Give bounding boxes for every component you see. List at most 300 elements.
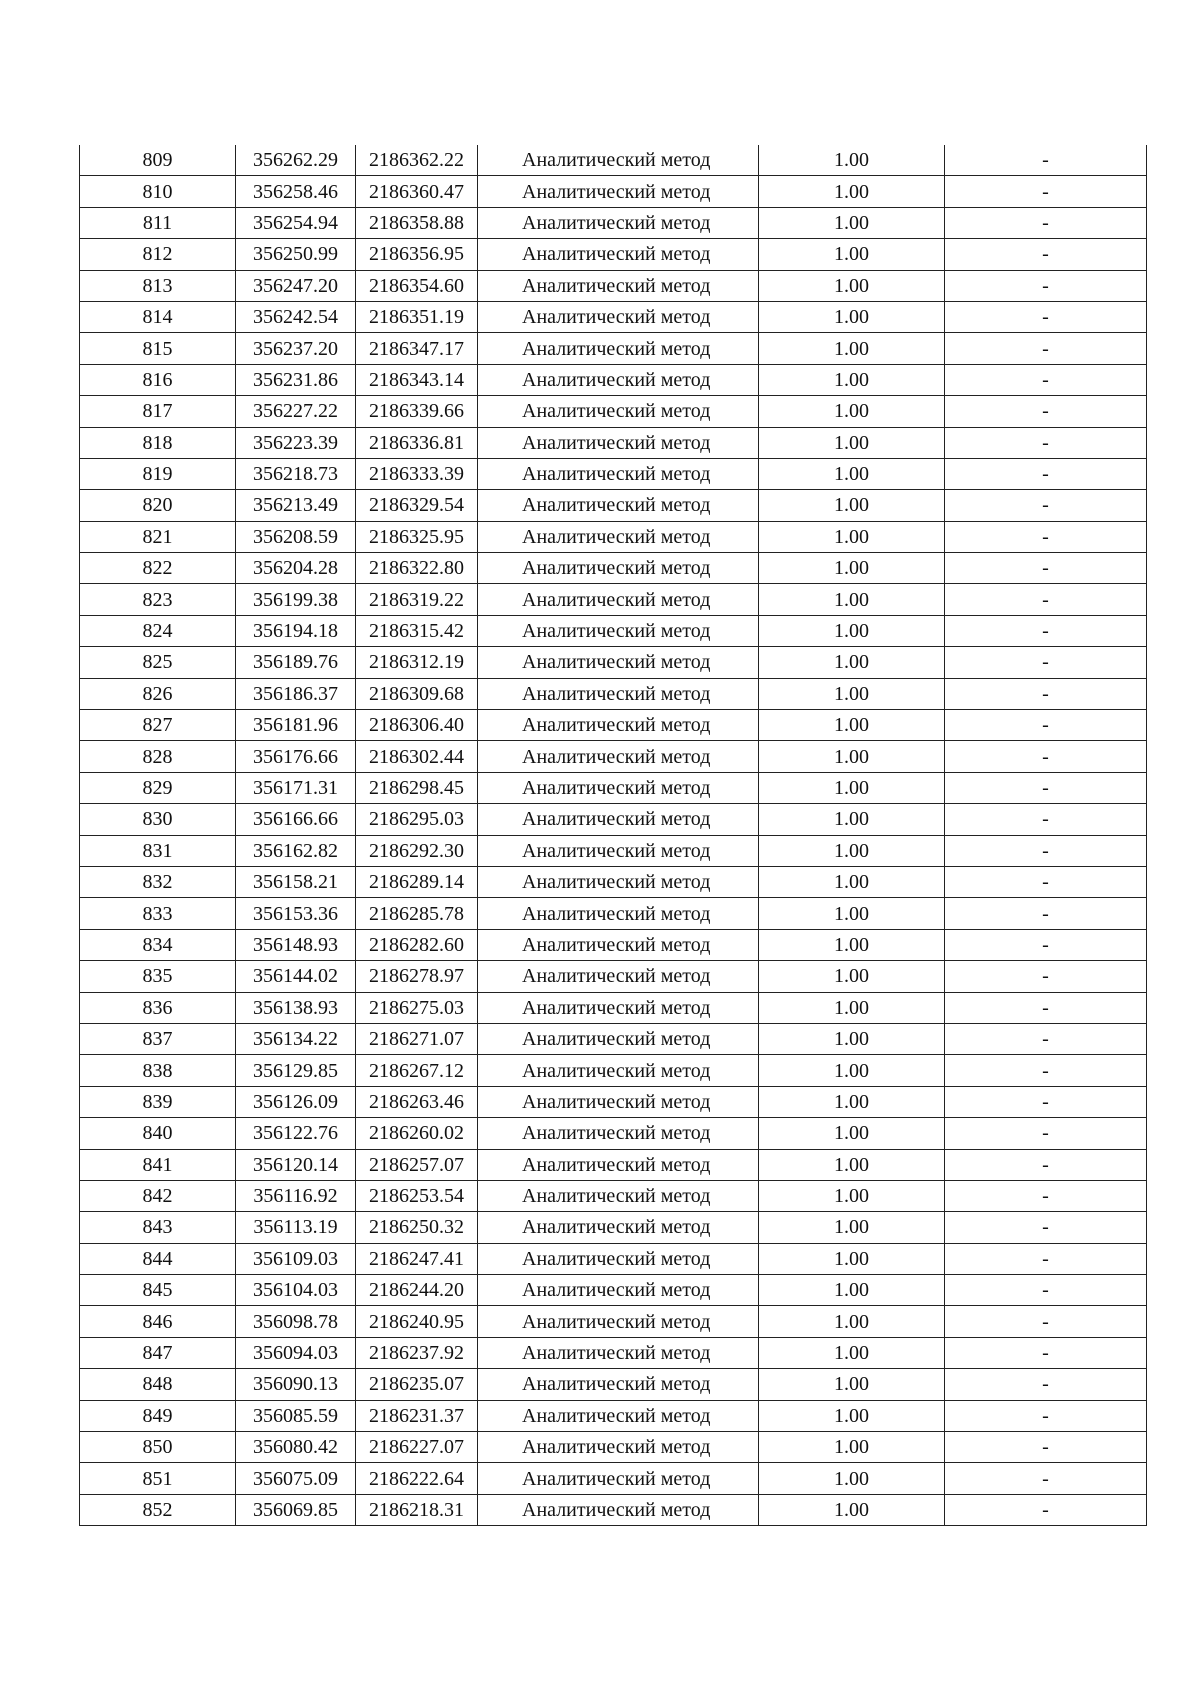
accuracy-cell: 1.00 — [759, 1369, 945, 1400]
note-cell: - — [945, 992, 1147, 1023]
x-coordinate-cell: 356134.22 — [236, 1023, 356, 1054]
x-coordinate-cell: 356242.54 — [236, 301, 356, 332]
accuracy-cell: 1.00 — [759, 961, 945, 992]
table-row — [80, 521, 1147, 552]
point-number-cell: 832 — [80, 866, 236, 897]
point-number-cell: 847 — [80, 1337, 236, 1368]
x-coordinate-cell: 356227.22 — [236, 396, 356, 427]
table-row — [80, 1494, 1147, 1525]
note-cell: - — [945, 207, 1147, 238]
x-coordinate-cell: 356258.46 — [236, 176, 356, 207]
determination-method-cell: Аналитический метод — [478, 364, 759, 395]
y-coordinate-cell: 2186227.07 — [356, 1432, 478, 1463]
table-row — [80, 1243, 1147, 1274]
table-row — [80, 301, 1147, 332]
point-number-cell: 846 — [80, 1306, 236, 1337]
accuracy-cell: 1.00 — [759, 1337, 945, 1368]
note-cell: - — [945, 1463, 1147, 1494]
y-coordinate-cell: 2186329.54 — [356, 490, 478, 521]
x-coordinate-cell: 356148.93 — [236, 929, 356, 960]
x-coordinate-cell: 356144.02 — [236, 961, 356, 992]
note-cell: - — [945, 364, 1147, 395]
y-coordinate-cell: 2186315.42 — [356, 615, 478, 646]
y-coordinate-cell: 2186319.22 — [356, 584, 478, 615]
note-cell: - — [945, 1055, 1147, 1086]
point-number-cell: 826 — [80, 678, 236, 709]
y-coordinate-cell: 2186271.07 — [356, 1023, 478, 1054]
table-row — [80, 207, 1147, 238]
determination-method-cell: Аналитический метод — [478, 961, 759, 992]
determination-method-cell: Аналитический метод — [478, 1306, 759, 1337]
table-row — [80, 866, 1147, 897]
determination-method-cell: Аналитический метод — [478, 1432, 759, 1463]
table-row — [80, 1055, 1147, 1086]
point-number-cell: 848 — [80, 1369, 236, 1400]
accuracy-cell: 1.00 — [759, 1432, 945, 1463]
determination-method-cell: Аналитический метод — [478, 239, 759, 270]
accuracy-cell: 1.00 — [759, 1118, 945, 1149]
accuracy-cell: 1.00 — [759, 521, 945, 552]
note-cell: - — [945, 898, 1147, 929]
note-cell: - — [945, 678, 1147, 709]
x-coordinate-cell: 356166.66 — [236, 804, 356, 835]
point-number-cell: 822 — [80, 553, 236, 584]
determination-method-cell: Аналитический метод — [478, 584, 759, 615]
point-number-cell: 819 — [80, 458, 236, 489]
x-coordinate-cell: 356189.76 — [236, 647, 356, 678]
note-cell: - — [945, 490, 1147, 521]
x-coordinate-cell: 356113.19 — [236, 1212, 356, 1243]
note-cell: - — [945, 301, 1147, 332]
point-number-cell: 833 — [80, 898, 236, 929]
note-cell: - — [945, 1212, 1147, 1243]
y-coordinate-cell: 2186325.95 — [356, 521, 478, 552]
x-coordinate-cell: 356171.31 — [236, 772, 356, 803]
point-number-cell: 830 — [80, 804, 236, 835]
y-coordinate-cell: 2186343.14 — [356, 364, 478, 395]
x-coordinate-cell: 356194.18 — [236, 615, 356, 646]
note-cell: - — [945, 615, 1147, 646]
point-number-cell: 813 — [80, 270, 236, 301]
note-cell: - — [945, 427, 1147, 458]
point-number-cell: 827 — [80, 710, 236, 741]
point-number-cell: 821 — [80, 521, 236, 552]
determination-method-cell: Аналитический метод — [478, 647, 759, 678]
y-coordinate-cell: 2186250.32 — [356, 1212, 478, 1243]
note-cell: - — [945, 710, 1147, 741]
y-coordinate-cell: 2186218.31 — [356, 1494, 478, 1525]
note-cell: - — [945, 929, 1147, 960]
table-row — [80, 270, 1147, 301]
determination-method-cell: Аналитический метод — [478, 553, 759, 584]
y-coordinate-cell: 2186222.64 — [356, 1463, 478, 1494]
accuracy-cell: 1.00 — [759, 239, 945, 270]
determination-method-cell: Аналитический метод — [478, 992, 759, 1023]
y-coordinate-cell: 2186275.03 — [356, 992, 478, 1023]
table-row — [80, 772, 1147, 803]
note-cell: - — [945, 961, 1147, 992]
y-coordinate-cell: 2186267.12 — [356, 1055, 478, 1086]
note-cell: - — [945, 1432, 1147, 1463]
point-number-cell: 839 — [80, 1086, 236, 1117]
y-coordinate-cell: 2186306.40 — [356, 710, 478, 741]
determination-method-cell: Аналитический метод — [478, 333, 759, 364]
table-row — [80, 1023, 1147, 1054]
accuracy-cell: 1.00 — [759, 333, 945, 364]
point-number-cell: 851 — [80, 1463, 236, 1494]
table-row — [80, 898, 1147, 929]
table-row — [80, 176, 1147, 207]
x-coordinate-cell: 356262.29 — [236, 145, 356, 176]
note-cell: - — [945, 145, 1147, 176]
note-cell: - — [945, 1275, 1147, 1306]
table-row — [80, 1212, 1147, 1243]
y-coordinate-cell: 2186362.22 — [356, 145, 478, 176]
determination-method-cell: Аналитический метод — [478, 1463, 759, 1494]
x-coordinate-cell: 356250.99 — [236, 239, 356, 270]
x-coordinate-cell: 356109.03 — [236, 1243, 356, 1274]
accuracy-cell: 1.00 — [759, 929, 945, 960]
accuracy-cell: 1.00 — [759, 207, 945, 238]
y-coordinate-cell: 2186309.68 — [356, 678, 478, 709]
x-coordinate-cell: 356213.49 — [236, 490, 356, 521]
x-coordinate-cell: 356104.03 — [236, 1275, 356, 1306]
y-coordinate-cell: 2186298.45 — [356, 772, 478, 803]
accuracy-cell: 1.00 — [759, 1463, 945, 1494]
x-coordinate-cell: 356075.09 — [236, 1463, 356, 1494]
accuracy-cell: 1.00 — [759, 427, 945, 458]
note-cell: - — [945, 1337, 1147, 1368]
y-coordinate-cell: 2186336.81 — [356, 427, 478, 458]
determination-method-cell: Аналитический метод — [478, 490, 759, 521]
point-number-cell: 834 — [80, 929, 236, 960]
note-cell: - — [945, 1400, 1147, 1431]
y-coordinate-cell: 2186351.19 — [356, 301, 478, 332]
note-cell: - — [945, 1306, 1147, 1337]
point-number-cell: 844 — [80, 1243, 236, 1274]
point-number-cell: 810 — [80, 176, 236, 207]
accuracy-cell: 1.00 — [759, 490, 945, 521]
coordinates-table — [79, 145, 1147, 1526]
accuracy-cell: 1.00 — [759, 710, 945, 741]
note-cell: - — [945, 1086, 1147, 1117]
point-number-cell: 843 — [80, 1212, 236, 1243]
accuracy-cell: 1.00 — [759, 741, 945, 772]
accuracy-cell: 1.00 — [759, 772, 945, 803]
point-number-cell: 842 — [80, 1180, 236, 1211]
y-coordinate-cell: 2186257.07 — [356, 1149, 478, 1180]
determination-method-cell: Аналитический метод — [478, 1055, 759, 1086]
table-row — [80, 145, 1147, 176]
accuracy-cell: 1.00 — [759, 1243, 945, 1274]
point-number-cell: 831 — [80, 835, 236, 866]
point-number-cell: 841 — [80, 1149, 236, 1180]
table-row — [80, 804, 1147, 835]
accuracy-cell: 1.00 — [759, 301, 945, 332]
y-coordinate-cell: 2186285.78 — [356, 898, 478, 929]
accuracy-cell: 1.00 — [759, 835, 945, 866]
note-cell: - — [945, 239, 1147, 270]
accuracy-cell: 1.00 — [759, 1212, 945, 1243]
determination-method-cell: Аналитический метод — [478, 1369, 759, 1400]
point-number-cell: 823 — [80, 584, 236, 615]
determination-method-cell: Аналитический метод — [478, 804, 759, 835]
x-coordinate-cell: 356181.96 — [236, 710, 356, 741]
table-row — [80, 553, 1147, 584]
point-number-cell: 811 — [80, 207, 236, 238]
note-cell: - — [945, 521, 1147, 552]
determination-method-cell: Аналитический метод — [478, 301, 759, 332]
table-row — [80, 1118, 1147, 1149]
x-coordinate-cell: 356199.38 — [236, 584, 356, 615]
table-row — [80, 992, 1147, 1023]
note-cell: - — [945, 1180, 1147, 1211]
y-coordinate-cell: 2186292.30 — [356, 835, 478, 866]
accuracy-cell: 1.00 — [759, 678, 945, 709]
y-coordinate-cell: 2186260.02 — [356, 1118, 478, 1149]
note-cell: - — [945, 176, 1147, 207]
determination-method-cell: Аналитический метод — [478, 929, 759, 960]
determination-method-cell: Аналитический метод — [478, 1023, 759, 1054]
point-number-cell: 812 — [80, 239, 236, 270]
y-coordinate-cell: 2186231.37 — [356, 1400, 478, 1431]
determination-method-cell: Аналитический метод — [478, 396, 759, 427]
accuracy-cell: 1.00 — [759, 1180, 945, 1211]
determination-method-cell: Аналитический метод — [478, 521, 759, 552]
y-coordinate-cell: 2186237.92 — [356, 1337, 478, 1368]
note-cell: - — [945, 1494, 1147, 1525]
table-row — [80, 1337, 1147, 1368]
accuracy-cell: 1.00 — [759, 396, 945, 427]
accuracy-cell: 1.00 — [759, 1306, 945, 1337]
x-coordinate-cell: 356176.66 — [236, 741, 356, 772]
accuracy-cell: 1.00 — [759, 176, 945, 207]
point-number-cell: 849 — [80, 1400, 236, 1431]
x-coordinate-cell: 356247.20 — [236, 270, 356, 301]
accuracy-cell: 1.00 — [759, 992, 945, 1023]
accuracy-cell: 1.00 — [759, 584, 945, 615]
table-row — [80, 364, 1147, 395]
table-row — [80, 647, 1147, 678]
determination-method-cell: Аналитический метод — [478, 1243, 759, 1274]
x-coordinate-cell: 356153.36 — [236, 898, 356, 929]
determination-method-cell: Аналитический метод — [478, 866, 759, 897]
x-coordinate-cell: 356158.21 — [236, 866, 356, 897]
point-number-cell: 829 — [80, 772, 236, 803]
y-coordinate-cell: 2186235.07 — [356, 1369, 478, 1400]
x-coordinate-cell: 356126.09 — [236, 1086, 356, 1117]
table-row — [80, 490, 1147, 521]
coordinates-table-body — [80, 145, 1147, 1526]
accuracy-cell: 1.00 — [759, 1494, 945, 1525]
table-row — [80, 1369, 1147, 1400]
y-coordinate-cell: 2186282.60 — [356, 929, 478, 960]
determination-method-cell: Аналитический метод — [478, 1149, 759, 1180]
table-row — [80, 1400, 1147, 1431]
y-coordinate-cell: 2186354.60 — [356, 270, 478, 301]
table-row — [80, 1180, 1147, 1211]
table-row — [80, 239, 1147, 270]
table-row — [80, 396, 1147, 427]
table-row — [80, 1086, 1147, 1117]
y-coordinate-cell: 2186339.66 — [356, 396, 478, 427]
determination-method-cell: Аналитический метод — [478, 615, 759, 646]
determination-method-cell: Аналитический метод — [478, 835, 759, 866]
table-row — [80, 1306, 1147, 1337]
accuracy-cell: 1.00 — [759, 866, 945, 897]
note-cell: - — [945, 772, 1147, 803]
x-coordinate-cell: 356069.85 — [236, 1494, 356, 1525]
x-coordinate-cell: 356080.42 — [236, 1432, 356, 1463]
note-cell: - — [945, 270, 1147, 301]
y-coordinate-cell: 2186347.17 — [356, 333, 478, 364]
y-coordinate-cell: 2186302.44 — [356, 741, 478, 772]
point-number-cell: 845 — [80, 1275, 236, 1306]
x-coordinate-cell: 356186.37 — [236, 678, 356, 709]
note-cell: - — [945, 1023, 1147, 1054]
determination-method-cell: Аналитический метод — [478, 741, 759, 772]
y-coordinate-cell: 2186278.97 — [356, 961, 478, 992]
y-coordinate-cell: 2186244.20 — [356, 1275, 478, 1306]
determination-method-cell: Аналитический метод — [478, 1212, 759, 1243]
accuracy-cell: 1.00 — [759, 270, 945, 301]
y-coordinate-cell: 2186333.39 — [356, 458, 478, 489]
note-cell: - — [945, 333, 1147, 364]
point-number-cell: 838 — [80, 1055, 236, 1086]
determination-method-cell: Аналитический метод — [478, 458, 759, 489]
note-cell: - — [945, 835, 1147, 866]
table-row — [80, 961, 1147, 992]
point-number-cell: 809 — [80, 145, 236, 176]
note-cell: - — [945, 866, 1147, 897]
note-cell: - — [945, 1369, 1147, 1400]
x-coordinate-cell: 356162.82 — [236, 835, 356, 866]
accuracy-cell: 1.00 — [759, 615, 945, 646]
x-coordinate-cell: 356218.73 — [236, 458, 356, 489]
table-row — [80, 1463, 1147, 1494]
point-number-cell: 814 — [80, 301, 236, 332]
note-cell: - — [945, 741, 1147, 772]
note-cell: - — [945, 553, 1147, 584]
point-number-cell: 840 — [80, 1118, 236, 1149]
determination-method-cell: Аналитический метод — [478, 710, 759, 741]
accuracy-cell: 1.00 — [759, 647, 945, 678]
table-row — [80, 678, 1147, 709]
x-coordinate-cell: 356094.03 — [236, 1337, 356, 1368]
determination-method-cell: Аналитический метод — [478, 1275, 759, 1306]
x-coordinate-cell: 356098.78 — [236, 1306, 356, 1337]
note-cell: - — [945, 1149, 1147, 1180]
point-number-cell: 828 — [80, 741, 236, 772]
point-number-cell: 815 — [80, 333, 236, 364]
x-coordinate-cell: 356254.94 — [236, 207, 356, 238]
table-row — [80, 615, 1147, 646]
accuracy-cell: 1.00 — [759, 804, 945, 835]
point-number-cell: 817 — [80, 396, 236, 427]
determination-method-cell: Аналитический метод — [478, 772, 759, 803]
note-cell: - — [945, 396, 1147, 427]
y-coordinate-cell: 2186358.88 — [356, 207, 478, 238]
x-coordinate-cell: 356223.39 — [236, 427, 356, 458]
determination-method-cell: Аналитический метод — [478, 207, 759, 238]
accuracy-cell: 1.00 — [759, 1086, 945, 1117]
table-row — [80, 584, 1147, 615]
accuracy-cell: 1.00 — [759, 1400, 945, 1431]
accuracy-cell: 1.00 — [759, 458, 945, 489]
accuracy-cell: 1.00 — [759, 1055, 945, 1086]
note-cell: - — [945, 1118, 1147, 1149]
table-row — [80, 710, 1147, 741]
determination-method-cell: Аналитический метод — [478, 1118, 759, 1149]
table-row — [80, 1149, 1147, 1180]
point-number-cell: 825 — [80, 647, 236, 678]
y-coordinate-cell: 2186289.14 — [356, 866, 478, 897]
x-coordinate-cell: 356090.13 — [236, 1369, 356, 1400]
determination-method-cell: Аналитический метод — [478, 145, 759, 176]
x-coordinate-cell: 356231.86 — [236, 364, 356, 395]
y-coordinate-cell: 2186312.19 — [356, 647, 478, 678]
y-coordinate-cell: 2186295.03 — [356, 804, 478, 835]
accuracy-cell: 1.00 — [759, 364, 945, 395]
point-number-cell: 824 — [80, 615, 236, 646]
point-number-cell: 836 — [80, 992, 236, 1023]
note-cell: - — [945, 584, 1147, 615]
y-coordinate-cell: 2186240.95 — [356, 1306, 478, 1337]
x-coordinate-cell: 356122.76 — [236, 1118, 356, 1149]
note-cell: - — [945, 804, 1147, 835]
point-number-cell: 820 — [80, 490, 236, 521]
point-number-cell: 850 — [80, 1432, 236, 1463]
y-coordinate-cell: 2186263.46 — [356, 1086, 478, 1117]
table-row — [80, 741, 1147, 772]
accuracy-cell: 1.00 — [759, 1149, 945, 1180]
x-coordinate-cell: 356208.59 — [236, 521, 356, 552]
x-coordinate-cell: 356204.28 — [236, 553, 356, 584]
accuracy-cell: 1.00 — [759, 898, 945, 929]
determination-method-cell: Аналитический метод — [478, 270, 759, 301]
x-coordinate-cell: 356116.92 — [236, 1180, 356, 1211]
y-coordinate-cell: 2186356.95 — [356, 239, 478, 270]
x-coordinate-cell: 356129.85 — [236, 1055, 356, 1086]
y-coordinate-cell: 2186247.41 — [356, 1243, 478, 1274]
table-row — [80, 1432, 1147, 1463]
determination-method-cell: Аналитический метод — [478, 678, 759, 709]
x-coordinate-cell: 356237.20 — [236, 333, 356, 364]
note-cell: - — [945, 1243, 1147, 1274]
note-cell: - — [945, 458, 1147, 489]
table-row — [80, 929, 1147, 960]
x-coordinate-cell: 356085.59 — [236, 1400, 356, 1431]
note-cell: - — [945, 647, 1147, 678]
determination-method-cell: Аналитический метод — [478, 1086, 759, 1117]
y-coordinate-cell: 2186360.47 — [356, 176, 478, 207]
point-number-cell: 837 — [80, 1023, 236, 1054]
accuracy-cell: 1.00 — [759, 1023, 945, 1054]
determination-method-cell: Аналитический метод — [478, 1400, 759, 1431]
determination-method-cell: Аналитический метод — [478, 1180, 759, 1211]
determination-method-cell: Аналитический метод — [478, 176, 759, 207]
point-number-cell: 818 — [80, 427, 236, 458]
determination-method-cell: Аналитический метод — [478, 1494, 759, 1525]
accuracy-cell: 1.00 — [759, 553, 945, 584]
table-row — [80, 333, 1147, 364]
x-coordinate-cell: 356120.14 — [236, 1149, 356, 1180]
x-coordinate-cell: 356138.93 — [236, 992, 356, 1023]
accuracy-cell: 1.00 — [759, 1275, 945, 1306]
table-row — [80, 835, 1147, 866]
determination-method-cell: Аналитический метод — [478, 1337, 759, 1368]
table-row — [80, 458, 1147, 489]
